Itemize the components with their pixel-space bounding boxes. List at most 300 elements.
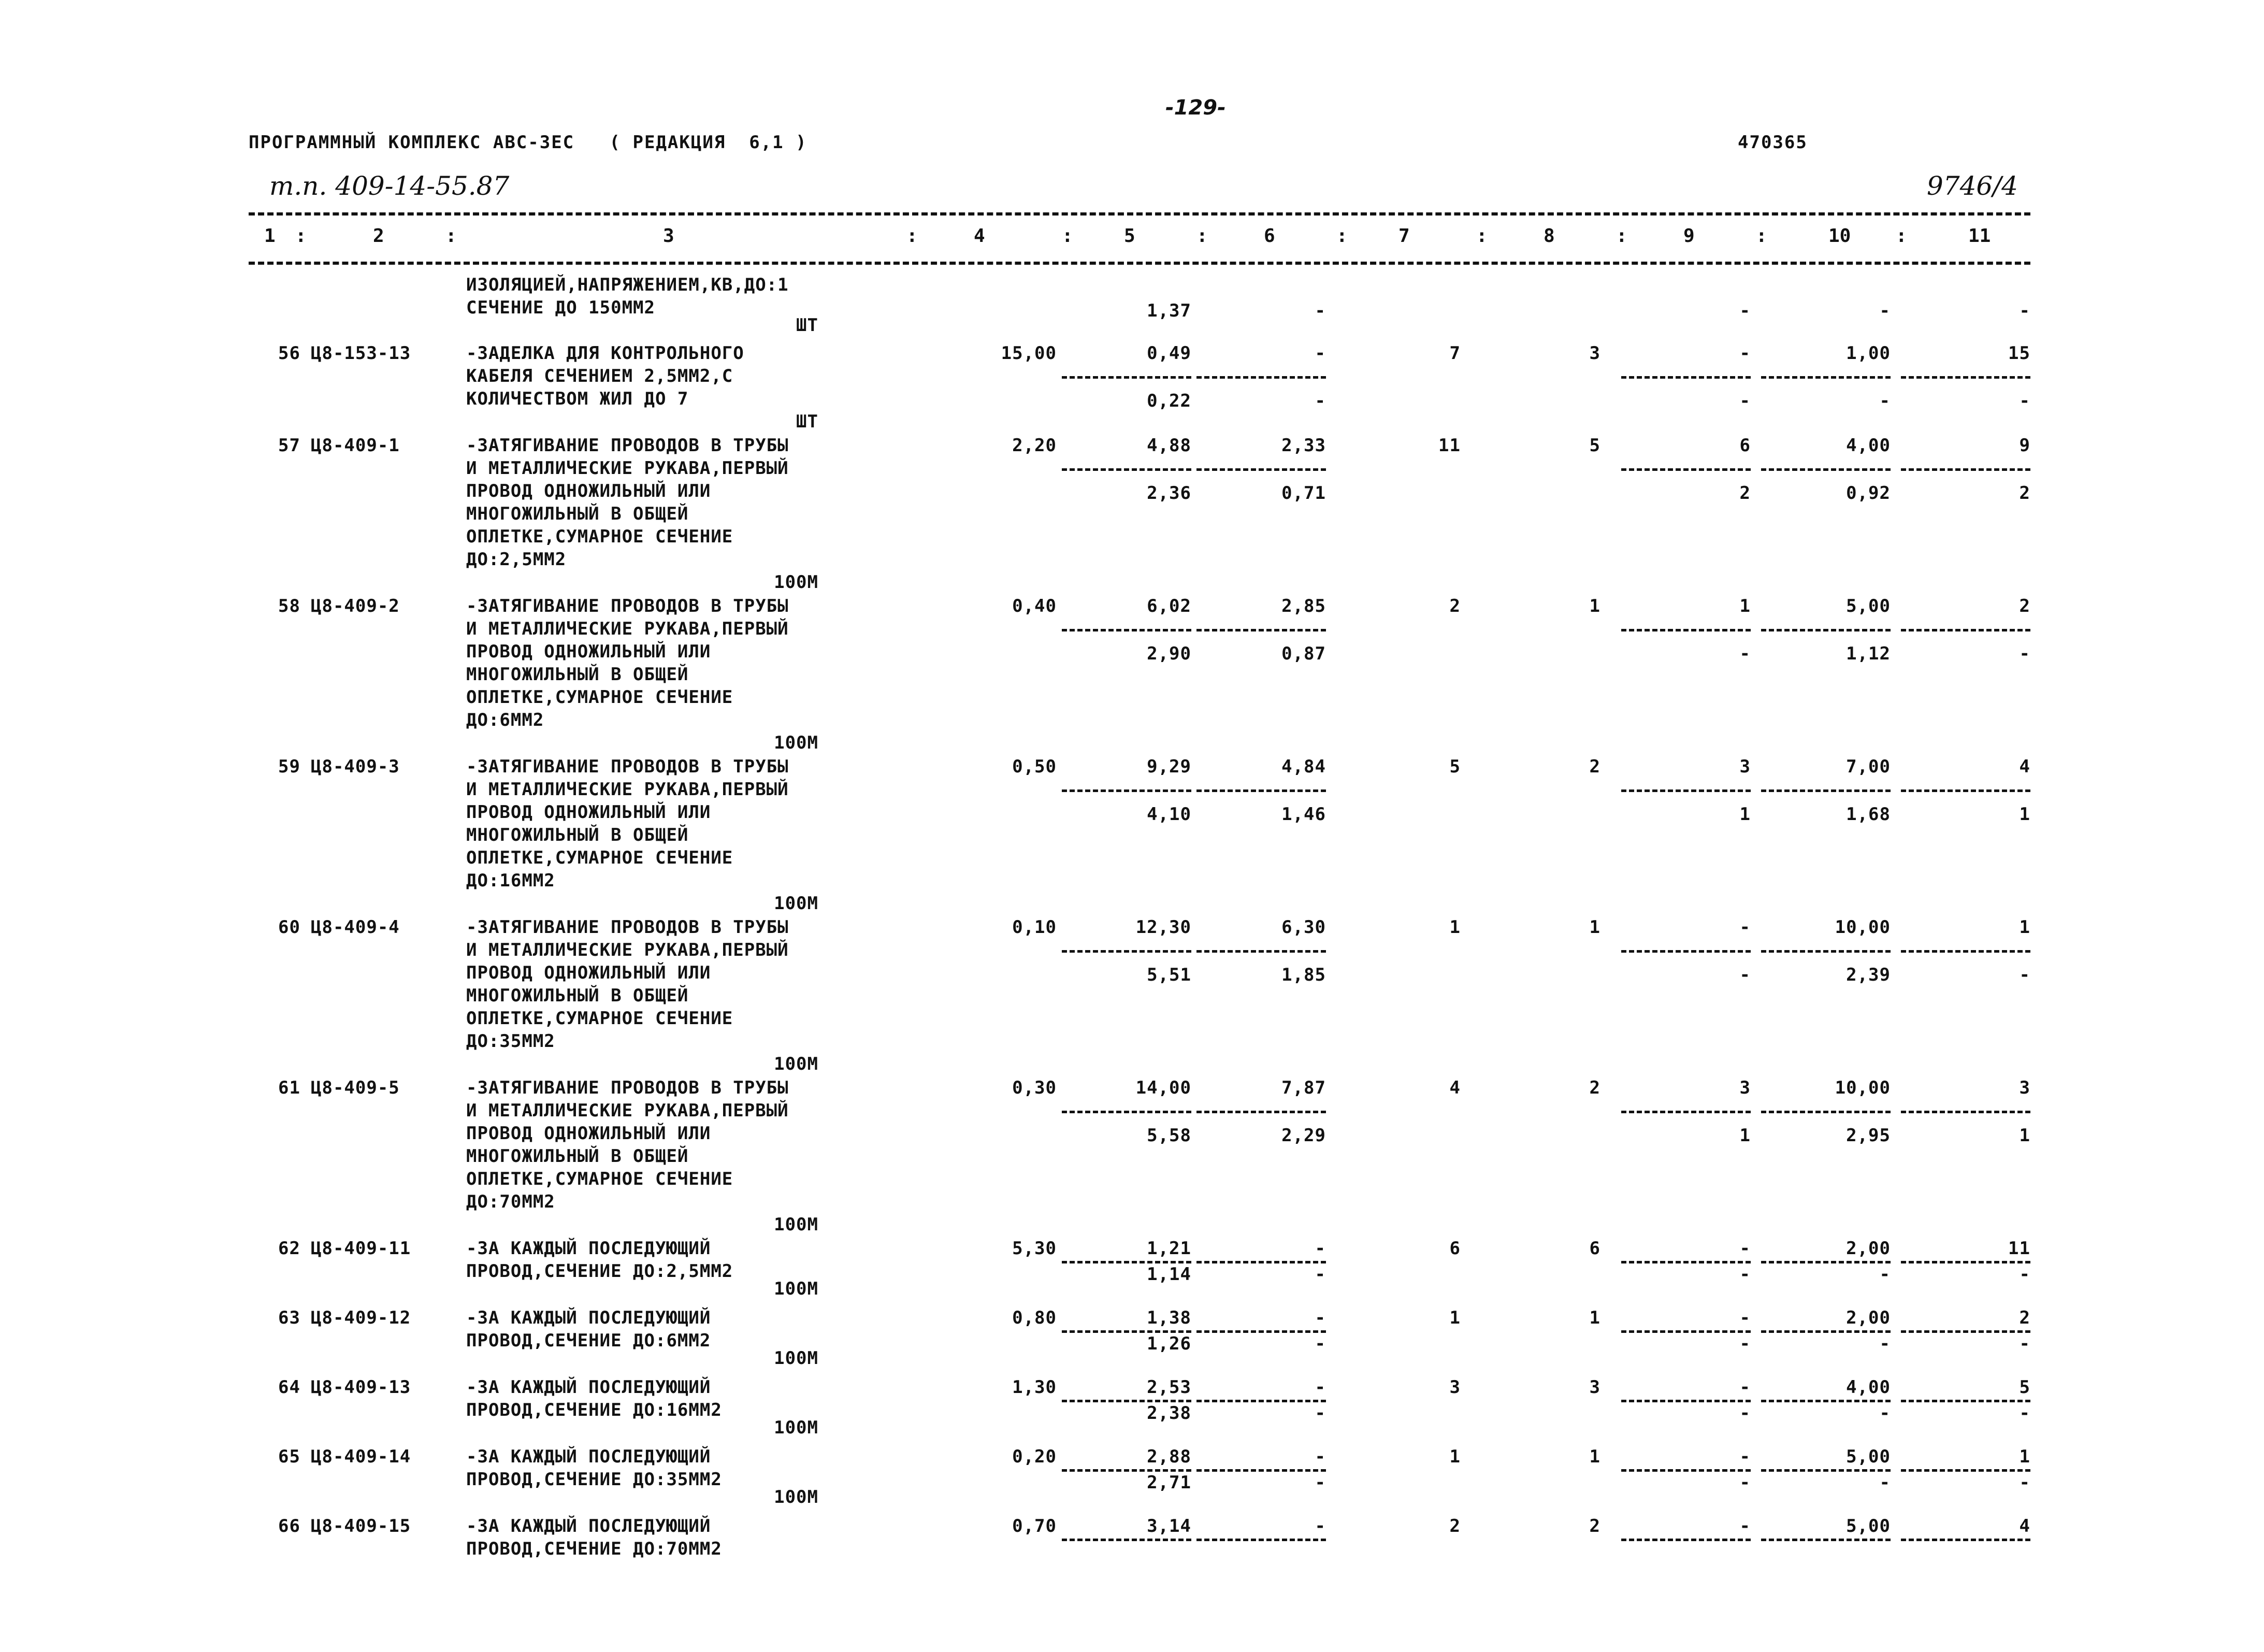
- col-9-value-top: -: [1739, 1238, 1751, 1259]
- value-divider: [1062, 629, 1191, 631]
- unit-cost-bottom: 2,36: [1147, 483, 1191, 504]
- price-code: Ц8-409-1: [311, 435, 400, 456]
- work-description-line: И МЕТАЛЛИЧЕСКИЕ РУКАВА,ПЕРВЫЙ: [466, 458, 789, 479]
- unit-of-measure: 100М: [774, 1348, 818, 1369]
- column-separator: :: [906, 225, 918, 247]
- col-9-value-bottom: -: [1739, 1403, 1751, 1424]
- col-9-value-top: -: [1739, 1446, 1751, 1467]
- work-description-line: -ЗА КАЖДЫЙ ПОСЛЕДУЮЩИЙ: [466, 1377, 711, 1398]
- work-description-line: И МЕТАЛЛИЧЕСКИЕ РУКАВА,ПЕРВЫЙ: [466, 619, 789, 639]
- col-9-value-bottom: 1: [1739, 804, 1751, 825]
- col-10-value-bottom: -: [1879, 1403, 1891, 1424]
- unit-of-measure: 100М: [774, 1417, 818, 1438]
- work-description-line: -ЗА КАЖДЫЙ ПОСЛЕДУЮЩИЙ: [466, 1308, 711, 1328]
- work-description-line: ПРОВОД,СЕЧЕНИЕ ДО:70ММ2: [466, 1539, 722, 1559]
- value-divider: [1621, 789, 1751, 792]
- value-divider: [1901, 1261, 2030, 1263]
- value-divider: [1761, 950, 1891, 953]
- work-description-line: ОПЛЕТКЕ,СУМАРНОЕ СЕЧЕНИЕ: [466, 526, 733, 547]
- unit-cost-top: 4,88: [1147, 435, 1191, 456]
- col-9-value-bottom: -: [1739, 1333, 1751, 1354]
- value-divider: [1621, 1469, 1751, 1472]
- col-7-value: 1: [1449, 1308, 1461, 1328]
- work-description-line: -ЗАТЯГИВАНИЕ ПРОВОДОВ В ТРУБЫ: [466, 1078, 789, 1098]
- value-divider: [1062, 1539, 1191, 1541]
- unit-of-measure: 100М: [774, 572, 818, 593]
- col-11-value-top: 5: [2019, 1377, 2030, 1398]
- column-header-4: 4: [974, 225, 985, 247]
- wage-cost-top: 2,33: [1281, 435, 1326, 456]
- col-10-value-top: 10,00: [1835, 1078, 1891, 1098]
- work-description-line: И МЕТАЛЛИЧЕСКИЕ РУКАВА,ПЕРВЫЙ: [466, 779, 789, 800]
- col-9-value-top: -: [1739, 1377, 1751, 1398]
- unit-of-measure: 100М: [774, 893, 818, 914]
- work-description-line: ОПЛЕТКЕ,СУМАРНОЕ СЕЧЕНИЕ: [466, 847, 733, 868]
- value-divider: [1062, 1111, 1191, 1113]
- value-divider: [1901, 629, 2030, 631]
- col-8-value: 3: [1589, 343, 1600, 364]
- col-10-value-bottom: 2,39: [1846, 965, 1891, 985]
- wage-cost-top: 4,84: [1281, 756, 1326, 777]
- work-description-line: ОПЛЕТКЕ,СУМАРНОЕ СЕЧЕНИЕ: [466, 1008, 733, 1029]
- project-reference: т.п. 409-14-55.87: [269, 171, 510, 201]
- col-11-value-bottom: -: [2019, 1403, 2030, 1424]
- unit-cost-top: 1,38: [1147, 1308, 1191, 1328]
- column-header-2: 2: [373, 225, 384, 247]
- col-7-value: 4: [1449, 1078, 1461, 1098]
- col-11-value-bottom: -: [2019, 391, 2030, 411]
- value-divider: [1062, 1330, 1191, 1333]
- col-11-value-bottom: 1: [2019, 1125, 2030, 1146]
- value-divider: [1196, 1539, 1326, 1541]
- col-11-value-top: 1: [2019, 917, 2030, 938]
- value-divider: [1062, 468, 1191, 471]
- value-divider: [1062, 376, 1191, 379]
- value-divider: [1761, 789, 1891, 792]
- value-divider: [1901, 376, 2030, 379]
- work-description-line: СЕЧЕНИЕ ДО 150ММ2: [466, 297, 655, 318]
- column-header-8: 8: [1544, 225, 1555, 247]
- value-divider: [1901, 950, 2030, 953]
- col-8-value: 1: [1589, 596, 1600, 616]
- col-10-value-top: 4,00: [1846, 1377, 1891, 1398]
- work-description-line: МНОГОЖИЛЬНЫЙ В ОБЩЕЙ: [466, 504, 689, 524]
- header-top-rule: [249, 212, 2030, 216]
- col-11-value-top: 4: [2019, 1516, 2030, 1536]
- col-9-value-bottom: -: [1739, 300, 1751, 321]
- code-number: 470365: [1738, 132, 1808, 153]
- quantity: 15,00: [1001, 343, 1057, 364]
- col-9-value-bottom: -: [1739, 1264, 1751, 1285]
- col-8-value: 3: [1589, 1377, 1600, 1398]
- work-description-line: ПРОВОД ОДНОЖИЛЬНЫЙ ИЛИ: [466, 802, 711, 823]
- column-separator: :: [1896, 225, 1907, 247]
- row-number: 57: [278, 435, 300, 456]
- value-divider: [1901, 1330, 2030, 1333]
- quantity: 0,40: [1012, 596, 1057, 616]
- wage-cost-bottom: -: [1315, 1403, 1326, 1424]
- quantity: 0,50: [1012, 756, 1057, 777]
- col-11-value-bottom: -: [2019, 1472, 2030, 1493]
- col-8-value: 1: [1589, 1446, 1600, 1467]
- row-number: 64: [278, 1377, 300, 1398]
- column-separator: :: [445, 225, 457, 247]
- quantity: 0,20: [1012, 1446, 1057, 1467]
- col-10-value-bottom: 1,68: [1846, 804, 1891, 825]
- unit-cost-top: 1,21: [1147, 1238, 1191, 1259]
- column-separator: :: [1062, 225, 1073, 247]
- col-9-value-bottom: 2: [1739, 483, 1751, 504]
- col-11-value-bottom: 1: [2019, 804, 2030, 825]
- col-11-value-top: 11: [2008, 1238, 2030, 1259]
- value-divider: [1062, 789, 1191, 792]
- col-10-value-bottom: -: [1879, 391, 1891, 411]
- col-9-value-top: 3: [1739, 756, 1751, 777]
- col-10-value-top: 4,00: [1846, 435, 1891, 456]
- wage-cost-top: 2,85: [1281, 596, 1326, 616]
- col-10-value-top: 2,00: [1846, 1238, 1891, 1259]
- value-divider: [1196, 1400, 1326, 1402]
- value-divider: [1901, 789, 2030, 792]
- work-description-line: И МЕТАЛЛИЧЕСКИЕ РУКАВА,ПЕРВЫЙ: [466, 940, 789, 960]
- unit-cost-bottom: 1,14: [1147, 1264, 1191, 1285]
- column-header-5: 5: [1124, 225, 1135, 247]
- col-8-value: 6: [1589, 1238, 1600, 1259]
- col-8-value: 2: [1589, 1516, 1600, 1536]
- price-code: Ц8-409-3: [311, 756, 400, 777]
- work-description-line: ДО:35ММ2: [466, 1031, 555, 1052]
- value-divider: [1621, 376, 1751, 379]
- unit-of-measure: 100М: [774, 1214, 818, 1235]
- value-divider: [1621, 1111, 1751, 1113]
- price-code: Ц8-409-14: [311, 1446, 411, 1467]
- value-divider: [1196, 468, 1326, 471]
- col-11-value-bottom: -: [2019, 965, 2030, 985]
- wage-cost-bottom: -: [1315, 1333, 1326, 1354]
- col-11-value-top: 2: [2019, 596, 2030, 616]
- value-divider: [1761, 629, 1891, 631]
- unit-cost-bottom: 1,26: [1147, 1333, 1191, 1354]
- column-header-10: 10: [1828, 225, 1851, 247]
- work-description-line: МНОГОЖИЛЬНЫЙ В ОБЩЕЙ: [466, 985, 689, 1006]
- value-divider: [1761, 1111, 1891, 1113]
- col-10-value-top: 7,00: [1846, 756, 1891, 777]
- unit-cost-top: 12,30: [1135, 917, 1191, 938]
- col-11-value-bottom: 2: [2019, 483, 2030, 504]
- row-number: 66: [278, 1516, 300, 1536]
- column-header-9: 9: [1683, 225, 1695, 247]
- work-description-line: ПРОВОД ОДНОЖИЛЬНЫЙ ИЛИ: [466, 641, 711, 662]
- work-description-line: ПРОВОД ОДНОЖИЛЬНЫЙ ИЛИ: [466, 963, 711, 983]
- value-divider: [1196, 789, 1326, 792]
- work-description-line: -ЗАТЯГИВАНИЕ ПРОВОДОВ В ТРУБЫ: [466, 756, 789, 777]
- value-divider: [1062, 950, 1191, 953]
- wage-cost-bottom: 2,29: [1281, 1125, 1326, 1146]
- col-11-value-top: 2: [2019, 1308, 2030, 1328]
- column-separator: :: [1616, 225, 1627, 247]
- work-description-line: ДО:2,5ММ2: [466, 549, 567, 570]
- col-10-value-bottom: -: [1879, 1333, 1891, 1354]
- work-description-line: -ЗА КАЖДЫЙ ПОСЛЕДУЮЩИЙ: [466, 1516, 711, 1536]
- value-divider: [1062, 1469, 1191, 1472]
- col-9-value-bottom: -: [1739, 965, 1751, 985]
- col-9-value-top: 1: [1739, 596, 1751, 616]
- value-divider: [1196, 950, 1326, 953]
- work-description-line: -ЗАТЯГИВАНИЕ ПРОВОДОВ В ТРУБЫ: [466, 917, 789, 938]
- work-description-line: ОПЛЕТКЕ,СУМАРНОЕ СЕЧЕНИЕ: [466, 1169, 733, 1189]
- unit-cost-top: 9,29: [1147, 756, 1191, 777]
- value-divider: [1196, 1330, 1326, 1333]
- col-11-value-top: 3: [2019, 1078, 2030, 1098]
- col-11-value-bottom: -: [2019, 300, 2030, 321]
- value-divider: [1621, 1330, 1751, 1333]
- wage-cost-top: -: [1315, 1377, 1326, 1398]
- col-10-value-bottom: 0,92: [1846, 483, 1891, 504]
- album-reference: 9746/4: [1927, 171, 2018, 201]
- col-8-value: 5: [1589, 435, 1600, 456]
- value-divider: [1761, 1469, 1891, 1472]
- col-10-value-top: 1,00: [1846, 343, 1891, 364]
- col-10-value-top: 10,00: [1835, 917, 1891, 938]
- col-9-value-bottom: -: [1739, 391, 1751, 411]
- work-description-line: МНОГОЖИЛЬНЫЙ В ОБЩЕЙ: [466, 1146, 689, 1167]
- col-8-value: 2: [1589, 1078, 1600, 1098]
- value-divider: [1621, 468, 1751, 471]
- value-divider: [1761, 376, 1891, 379]
- col-8-value: 2: [1589, 756, 1600, 777]
- price-code: Ц8-153-13: [311, 343, 411, 364]
- col-10-value-top: 5,00: [1846, 1516, 1891, 1536]
- work-description-line: -ЗА КАЖДЫЙ ПОСЛЕДУЮЩИЙ: [466, 1446, 711, 1467]
- value-divider: [1196, 1111, 1326, 1113]
- col-8-value: 1: [1589, 917, 1600, 938]
- quantity: 0,10: [1012, 917, 1057, 938]
- col-11-value-top: 9: [2019, 435, 2030, 456]
- column-header-7: 7: [1398, 225, 1410, 247]
- column-separator: :: [1336, 225, 1348, 247]
- col-9-value-top: 3: [1739, 1078, 1751, 1098]
- row-number: 63: [278, 1308, 300, 1328]
- col-10-value-bottom: -: [1879, 1472, 1891, 1493]
- wage-cost-top: -: [1315, 1446, 1326, 1467]
- col-9-value-bottom: 1: [1739, 1125, 1751, 1146]
- column-separator: :: [1196, 225, 1208, 247]
- program-title: ПРОГРАММНЫЙ КОМПЛЕКС АВС-ЗЕС ( РЕДАКЦИЯ 6,1 ): [249, 132, 807, 153]
- unit-of-measure: ШТ: [796, 315, 818, 336]
- price-code: Ц8-409-5: [311, 1078, 400, 1098]
- col-11-value-bottom: -: [2019, 1333, 2030, 1354]
- price-code: Ц8-409-11: [311, 1238, 411, 1259]
- unit-cost-bottom: 0,22: [1147, 391, 1191, 411]
- col-10-value-bottom: 2,95: [1846, 1125, 1891, 1146]
- header-bottom-rule: [249, 262, 2030, 265]
- unit-of-measure: 100М: [774, 1487, 818, 1507]
- value-divider: [1621, 1539, 1751, 1541]
- unit-cost-bottom: 2,71: [1147, 1472, 1191, 1493]
- work-description-line: ПРОВОД,СЕЧЕНИЕ ДО:2,5ММ2: [466, 1261, 733, 1282]
- col-10-value-top: 5,00: [1846, 1446, 1891, 1467]
- unit-cost-bottom: 5,51: [1147, 965, 1191, 985]
- value-divider: [1761, 468, 1891, 471]
- col-10-value-bottom: -: [1879, 300, 1891, 321]
- work-description-line: ДО:6ММ2: [466, 710, 544, 730]
- unit-cost-top: 2,53: [1147, 1377, 1191, 1398]
- wage-cost-bottom: -: [1315, 391, 1326, 411]
- wage-cost-bottom: -: [1315, 1472, 1326, 1493]
- value-divider: [1621, 950, 1751, 953]
- value-divider: [1196, 1261, 1326, 1263]
- wage-cost-bottom: 0,87: [1281, 643, 1326, 664]
- work-description-line: -ЗАДЕЛКА ДЛЯ КОНТРОЛЬНОГО: [466, 343, 744, 364]
- value-divider: [1621, 629, 1751, 631]
- col-9-value-top: 6: [1739, 435, 1751, 456]
- value-divider: [1196, 376, 1326, 379]
- value-divider: [1761, 1400, 1891, 1402]
- unit-of-measure: 100М: [774, 732, 818, 753]
- column-header-6: 6: [1264, 225, 1275, 247]
- unit-cost-bottom: 4,10: [1147, 804, 1191, 825]
- value-divider: [1901, 1111, 2030, 1113]
- col-9-value-top: -: [1739, 343, 1751, 364]
- wage-cost-top: -: [1315, 1238, 1326, 1259]
- row-number: 61: [278, 1078, 300, 1098]
- value-divider: [1901, 1469, 2030, 1472]
- col-11-value-top: 15: [2008, 343, 2030, 364]
- value-divider: [1621, 1261, 1751, 1263]
- quantity: 0,30: [1012, 1078, 1057, 1098]
- value-divider: [1761, 1330, 1891, 1333]
- unit-cost-top: 6,02: [1147, 596, 1191, 616]
- col-10-value-bottom: -: [1879, 1264, 1891, 1285]
- price-code: Ц8-409-13: [311, 1377, 411, 1398]
- quantity: 0,80: [1012, 1308, 1057, 1328]
- wage-cost-top: 7,87: [1281, 1078, 1326, 1098]
- col-7-value: 1: [1449, 1446, 1461, 1467]
- unit-cost-top: 2,88: [1147, 1446, 1191, 1467]
- unit-of-measure: ШТ: [796, 411, 818, 432]
- unit-cost-top: 14,00: [1135, 1078, 1191, 1098]
- column-header-3: 3: [663, 225, 674, 247]
- value-divider: [1621, 1400, 1751, 1402]
- work-description-line: -ЗА КАЖДЫЙ ПОСЛЕДУЮЩИЙ: [466, 1238, 711, 1259]
- col-10-value-top: 2,00: [1846, 1308, 1891, 1328]
- work-description-line: КОЛИЧЕСТВОМ ЖИЛ ДО 7: [466, 389, 689, 409]
- unit-cost-bottom: 2,38: [1147, 1403, 1191, 1424]
- col-8-value: 1: [1589, 1308, 1600, 1328]
- col-7-value: 11: [1438, 435, 1461, 456]
- value-divider: [1761, 1539, 1891, 1541]
- wage-cost-bottom: 1,46: [1281, 804, 1326, 825]
- wage-cost-bottom: -: [1315, 300, 1326, 321]
- column-separator: :: [295, 225, 307, 247]
- work-description-line: ПРОВОД,СЕЧЕНИЕ ДО:35ММ2: [466, 1469, 722, 1490]
- col-7-value: 5: [1449, 756, 1461, 777]
- col-7-value: 1: [1449, 917, 1461, 938]
- price-code: Ц8-409-2: [311, 596, 400, 616]
- value-divider: [1062, 1261, 1191, 1263]
- work-description-line: ОПЛЕТКЕ,СУМАРНОЕ СЕЧЕНИЕ: [466, 687, 733, 708]
- col-11-value-top: 4: [2019, 756, 2030, 777]
- value-divider: [1901, 1539, 2030, 1541]
- unit-cost-bottom: 2,90: [1147, 643, 1191, 664]
- price-code: Ц8-409-4: [311, 917, 400, 938]
- work-description-line: ПРОВОД,СЕЧЕНИЕ ДО:16ММ2: [466, 1400, 722, 1420]
- work-description-line: ПРОВОД,СЕЧЕНИЕ ДО:6ММ2: [466, 1330, 711, 1351]
- price-code: Ц8-409-15: [311, 1516, 411, 1536]
- wage-cost-top: 6,30: [1281, 917, 1326, 938]
- column-separator: :: [1476, 225, 1488, 247]
- unit-cost-top: 3,14: [1147, 1516, 1191, 1536]
- value-divider: [1901, 1400, 2030, 1402]
- col-10-value-top: 5,00: [1846, 596, 1891, 616]
- work-description-line: ПРОВОД ОДНОЖИЛЬНЫЙ ИЛИ: [466, 1123, 711, 1144]
- col-11-value-top: 1: [2019, 1446, 2030, 1467]
- col-9-value-bottom: -: [1739, 1472, 1751, 1493]
- row-number: 62: [278, 1238, 300, 1259]
- column-separator: :: [1756, 225, 1767, 247]
- row-number: 59: [278, 756, 300, 777]
- work-description-line: -ЗАТЯГИВАНИЕ ПРОВОДОВ В ТРУБЫ: [466, 596, 789, 616]
- wage-cost-top: -: [1315, 1308, 1326, 1328]
- col-7-value: 2: [1449, 596, 1461, 616]
- quantity: 1,30: [1012, 1377, 1057, 1398]
- col-7-value: 6: [1449, 1238, 1461, 1259]
- work-description-line: ПРОВОД ОДНОЖИЛЬНЫЙ ИЛИ: [466, 481, 711, 501]
- work-description-line: -ЗАТЯГИВАНИЕ ПРОВОДОВ В ТРУБЫ: [466, 435, 789, 456]
- work-description-line: МНОГОЖИЛЬНЫЙ В ОБЩЕЙ: [466, 664, 689, 685]
- col-9-value-top: -: [1739, 1516, 1751, 1536]
- quantity: 2,20: [1012, 435, 1057, 456]
- unit-of-measure: 100М: [774, 1278, 818, 1299]
- wage-cost-top: -: [1315, 1516, 1326, 1536]
- col-9-value-bottom: -: [1739, 643, 1751, 664]
- value-divider: [1196, 629, 1326, 631]
- row-number: 65: [278, 1446, 300, 1467]
- col-7-value: 2: [1449, 1516, 1461, 1536]
- value-divider: [1196, 1469, 1326, 1472]
- value-divider: [1901, 468, 2030, 471]
- row-number: 58: [278, 596, 300, 616]
- work-description-line: КАБЕЛЯ СЕЧЕНИЕМ 2,5ММ2,С: [466, 366, 733, 386]
- col-7-value: 7: [1449, 343, 1461, 364]
- work-description-line: МНОГОЖИЛЬНЫЙ В ОБЩЕЙ: [466, 825, 689, 845]
- col-10-value-bottom: 1,12: [1846, 643, 1891, 664]
- row-number: 60: [278, 917, 300, 938]
- column-header-11: 11: [1968, 225, 1991, 247]
- quantity: 5,30: [1012, 1238, 1057, 1259]
- col-9-value-top: -: [1739, 917, 1751, 938]
- unit-cost-bottom: 5,58: [1147, 1125, 1191, 1146]
- wage-cost-top: -: [1315, 343, 1326, 364]
- col-11-value-bottom: -: [2019, 643, 2030, 664]
- wage-cost-bottom: 0,71: [1281, 483, 1326, 504]
- work-description-line: ИЗОЛЯЦИЕЙ,НАПРЯЖЕНИЕМ,КВ,ДО:1: [466, 275, 789, 295]
- unit-cost-top: 0,49: [1147, 343, 1191, 364]
- col-9-value-top: -: [1739, 1308, 1751, 1328]
- page-number: -129-: [1165, 96, 1226, 120]
- work-description-line: ДО:16ММ2: [466, 870, 555, 891]
- unit-of-measure: 100М: [774, 1054, 818, 1074]
- unit-cost-bottom: 1,37: [1147, 300, 1191, 321]
- quantity: 0,70: [1012, 1516, 1057, 1536]
- col-11-value-bottom: -: [2019, 1264, 2030, 1285]
- row-number: 56: [278, 343, 300, 364]
- column-header-1: 1: [264, 225, 276, 247]
- value-divider: [1062, 1400, 1191, 1402]
- work-description-line: ДО:70ММ2: [466, 1191, 555, 1212]
- work-description-line: И МЕТАЛЛИЧЕСКИЕ РУКАВА,ПЕРВЫЙ: [466, 1100, 789, 1121]
- wage-cost-bottom: 1,85: [1281, 965, 1326, 985]
